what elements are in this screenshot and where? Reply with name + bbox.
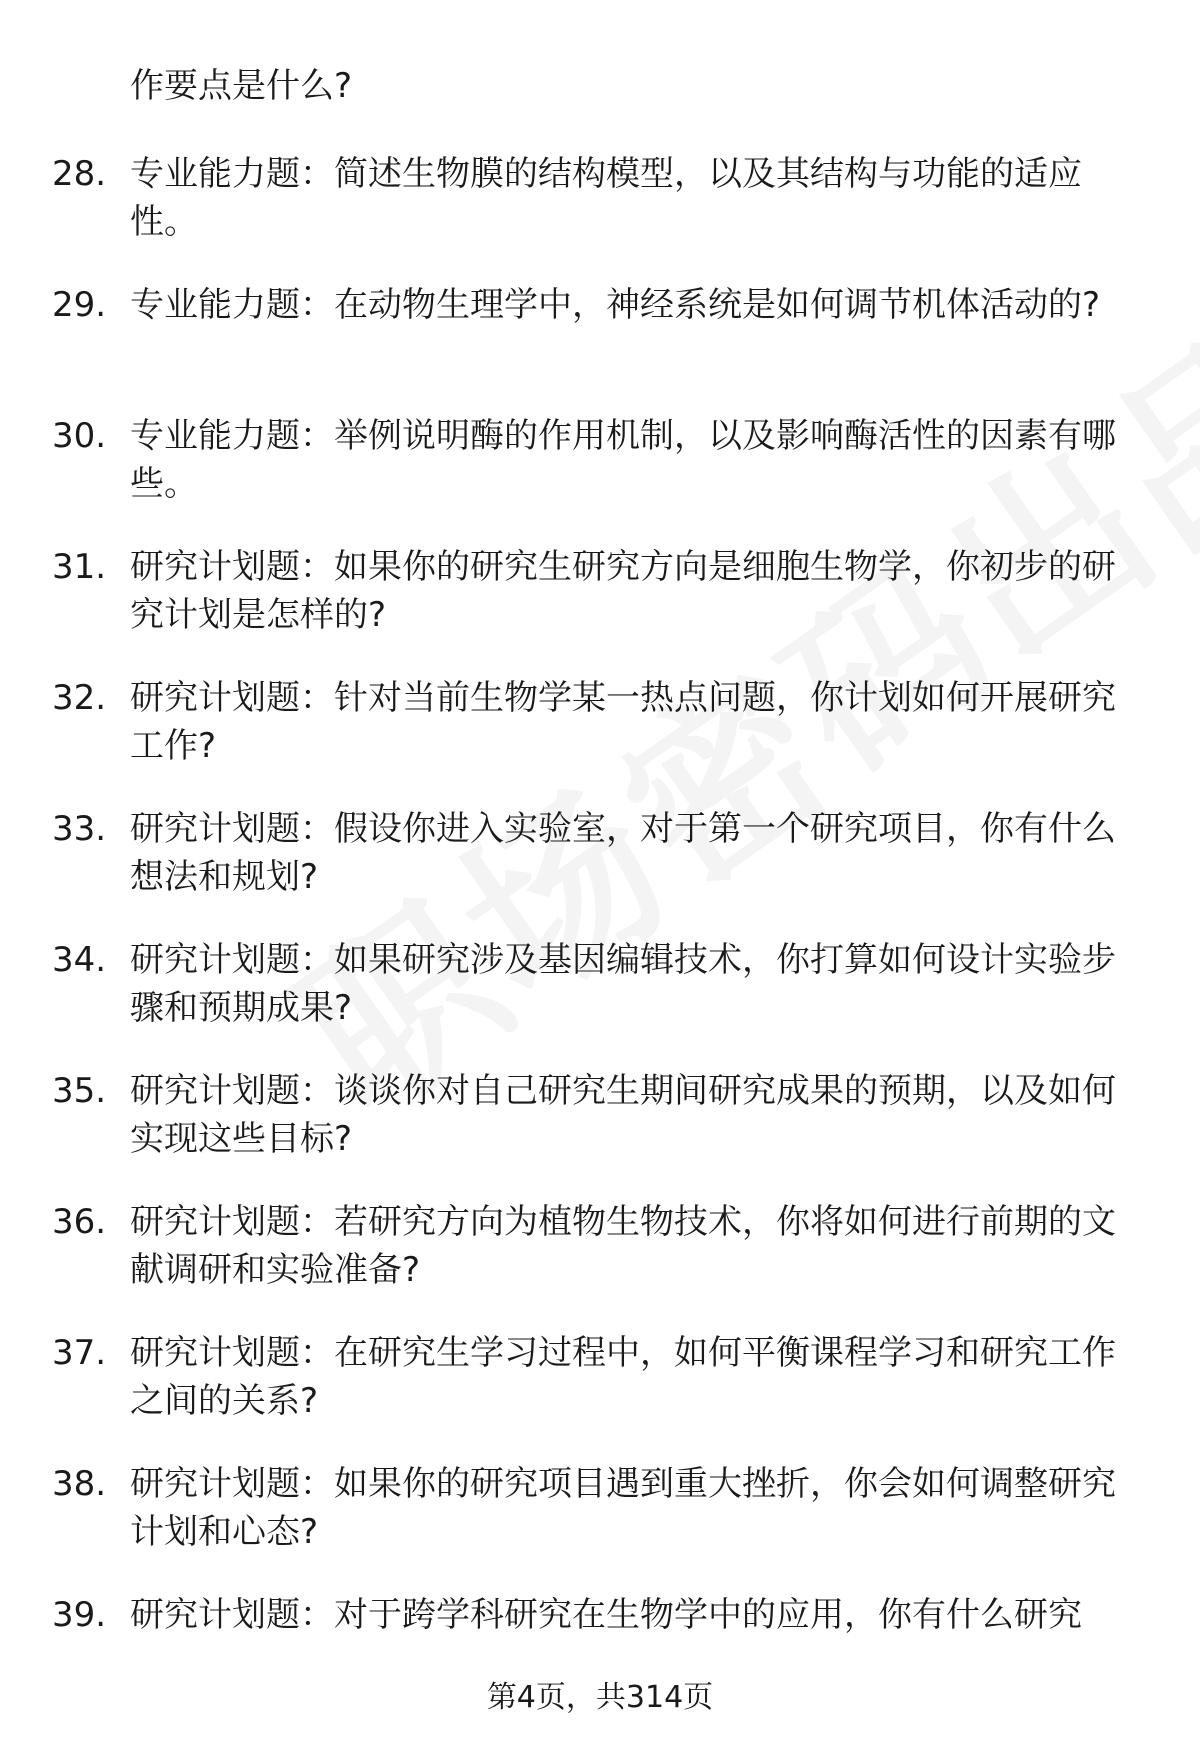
question-item-32 — [0, 674, 1200, 805]
question-item-35 — [0, 1067, 1200, 1198]
question-text: 研究计划题：针对当前生物学某一热点问题，你计划如何开展研究工作? — [130, 678, 1116, 766]
question-number: 36. — [52, 1202, 107, 1242]
question-text: 研究计划题：假设你进入实验室，对于第一个研究项目，你有什么想法和规划? — [130, 809, 1116, 897]
question-item-30 — [0, 412, 1200, 543]
question-number: 34. — [52, 940, 107, 980]
question-number: 37. — [52, 1333, 107, 1373]
question-item-28 — [0, 150, 1200, 281]
question-item-29 — [0, 281, 1200, 412]
continuation-text: 作要点是什么? — [130, 66, 353, 106]
question-item-34 — [0, 936, 1200, 1067]
question-text: 研究计划题：如果你的研究生研究方向是细胞生物学，你初步的研究计划是怎样的? — [130, 547, 1116, 635]
question-number: 32. — [52, 678, 107, 718]
question-item-36 — [0, 1198, 1200, 1329]
question-item-37 — [0, 1329, 1200, 1460]
question-number: 28. — [52, 154, 107, 194]
page-footer: 第4页，共314页 — [486, 1680, 714, 1715]
question-number: 30. — [52, 416, 107, 456]
question-number: 31. — [52, 547, 107, 587]
question-number: 39. — [52, 1595, 107, 1635]
question-text: 专业能力题：简述生物膜的结构模型，以及其结构与功能的适应性。 — [130, 154, 1082, 242]
question-item-38 — [0, 1460, 1200, 1591]
question-text: 专业能力题：举例说明酶的作用机制，以及影响酶活性的因素有哪些。 — [130, 416, 1116, 504]
question-text: 研究计划题：对于跨学科研究在生物学中的应用，你有什么研究 — [130, 1595, 1082, 1635]
question-text: 研究计划题：如果你的研究项目遇到重大挫折，你会如何调整研究计划和心态? — [130, 1464, 1116, 1552]
question-text: 研究计划题：如果研究涉及基因编辑技术，你打算如何设计实验步骤和预期成果? — [130, 940, 1116, 1028]
question-number: 29. — [52, 285, 107, 325]
question-item-31 — [0, 543, 1200, 674]
question-number: 33. — [52, 809, 107, 849]
question-number: 35. — [52, 1071, 107, 1111]
question-list — [0, 150, 1200, 1722]
question-text: 专业能力题：在动物生理学中，神经系统是如何调节机体活动的? — [130, 285, 1101, 325]
question-item-33 — [0, 805, 1200, 936]
question-text: 研究计划题：谈谈你对自己研究生期间研究成果的预期，以及如何实现这些目标? — [130, 1071, 1116, 1159]
question-text: 研究计划题：若研究方向为植物生物技术，你将如何进行前期的文献调研和实验准备? — [130, 1202, 1116, 1290]
question-text: 研究计划题：在研究生学习过程中，如何平衡课程学习和研究工作之间的关系? — [130, 1333, 1116, 1421]
question-number: 38. — [52, 1464, 107, 1504]
